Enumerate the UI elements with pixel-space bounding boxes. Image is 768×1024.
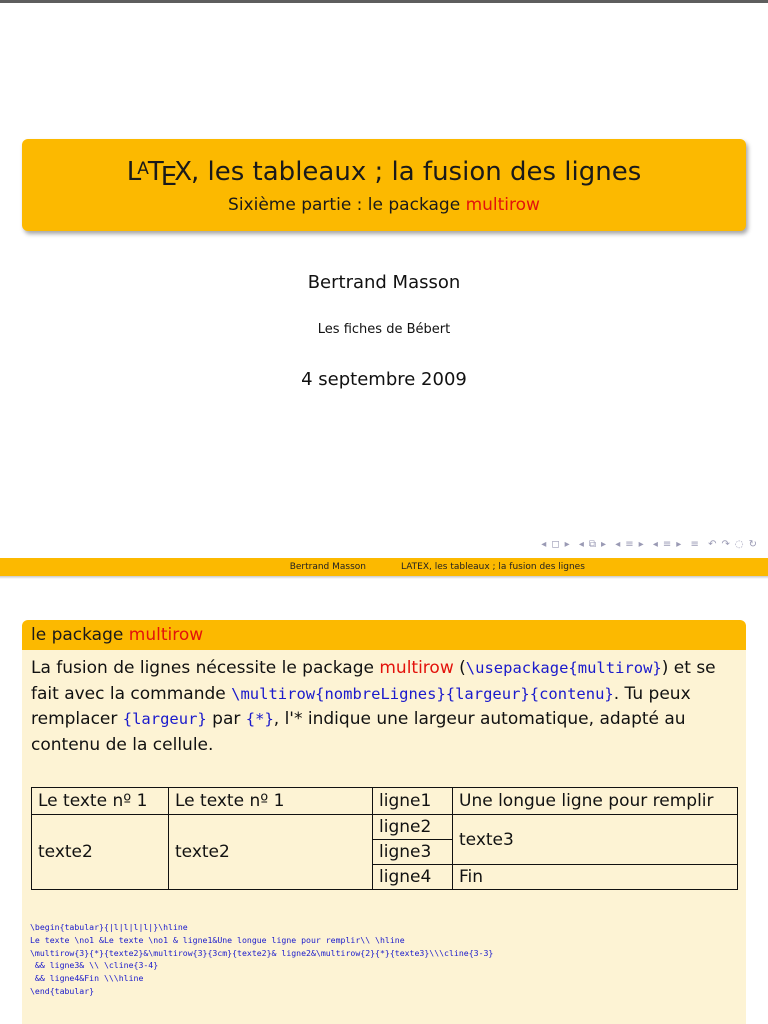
refresh-icon[interactable]: ↻ — [748, 539, 758, 550]
table-cell: ligne1 — [373, 788, 453, 815]
nav-prev-section-icon[interactable]: ◂ — [615, 539, 622, 550]
table-cell: texte2 — [32, 815, 169, 890]
institute-name: Les fiches de Bébert — [317, 322, 451, 337]
nav-prev-frame-icon[interactable]: ◂ — [541, 539, 548, 550]
footer-title: LATEX, les tableaux ; la fusion des lignes — [401, 562, 585, 572]
subtitle-highlight: multirow — [465, 195, 540, 215]
table-cell: ligne2 — [373, 815, 453, 840]
table-cell: Une longue ligne pour remplir — [453, 788, 738, 815]
table-cell: Le texte nº 1 — [32, 788, 169, 815]
code-line: && ligne4&Fin \\\hline — [30, 973, 144, 984]
code-line: \begin{tabular}{|l|l|l|l|}\hline — [30, 922, 188, 932]
presentation-date: 4 septembre 2009 — [301, 369, 467, 390]
nav-prev-part-icon[interactable]: ◂ — [652, 539, 659, 550]
footer-bar — [0, 558, 768, 576]
code-line: \end{tabular} — [30, 985, 95, 996]
block-title-highlight: multirow — [128, 625, 204, 645]
table-cell: ligne4 — [373, 865, 453, 890]
table-cell: ligne3 — [373, 840, 453, 865]
nav-next-section-icon[interactable]: ▸ — [638, 539, 645, 550]
footer-shadow — [0, 576, 768, 579]
block-title: le package multirow — [22, 620, 746, 650]
forward-icon[interactable]: ↷ — [721, 539, 731, 550]
title-block — [22, 139, 746, 231]
footer-author: Bertrand Masson — [289, 562, 366, 572]
block-body — [22, 650, 746, 1024]
table-cell: Le texte nº 1 — [169, 788, 373, 815]
nav-next-subsection-icon[interactable]: ▸ — [601, 539, 608, 550]
back-icon[interactable]: ↶ — [708, 539, 718, 550]
latex-code-block — [30, 921, 736, 998]
table-cell: texte2 — [169, 815, 373, 890]
code-line: Le texte \no1 &Le texte \no1 & ligne1&Une longue ligne pour remplir\\ \hline — [30, 934, 405, 945]
beamer-navigation[interactable] — [539, 539, 760, 553]
table-row — [32, 815, 738, 840]
code-line: \multirow{3}{*}{texte2}&\multirow{3}{3cm}{texte2}& ligne2&\multirow{2}{*}{texte3}\\\cline{3-3} — [30, 947, 494, 958]
latex-logo: $L^ATEX$ — [126, 157, 191, 192]
nav-prev-subsection-icon[interactable]: ◂ — [578, 539, 585, 550]
explanation-paragraph: La fusion de lignes nécessite le package multirow (\usepackage{multirow}) et se fait avec la commande \multirow{nombreLignes}{largeur}{contenu}. Tu peux remplacer {largeur} par {*}, l'* indique une largeur automatique, adapté au contenu de la cellule. — [31, 658, 716, 755]
subsection-icon[interactable]: ⧉ — [588, 539, 598, 550]
table-row — [32, 788, 738, 815]
nav-next-part-icon[interactable]: ▸ — [676, 539, 683, 550]
section-icon[interactable]: ≡ — [625, 539, 635, 550]
example-table — [31, 787, 738, 890]
author-name: Bertrand Masson — [307, 272, 461, 293]
presentation-subtitle: Sixième partie : le package multirow — [228, 195, 540, 215]
search-icon[interactable]: ◌ — [734, 539, 745, 550]
table-cell: Fin — [453, 865, 738, 890]
part-icon[interactable]: ≡ — [662, 539, 673, 550]
top-border — [0, 0, 768, 3]
frame-icon[interactable]: ◻ — [551, 539, 561, 550]
nav-next-frame-icon[interactable]: ▸ — [564, 539, 571, 550]
document-icon[interactable]: ≡ — [690, 539, 700, 550]
table-cell: texte3 — [453, 815, 738, 865]
presentation-title: $L^ATEX$, les tableaux ; la fusion des lignes — [126, 157, 642, 192]
code-line: && ligne3& \\ \cline{3-4} — [30, 960, 159, 971]
